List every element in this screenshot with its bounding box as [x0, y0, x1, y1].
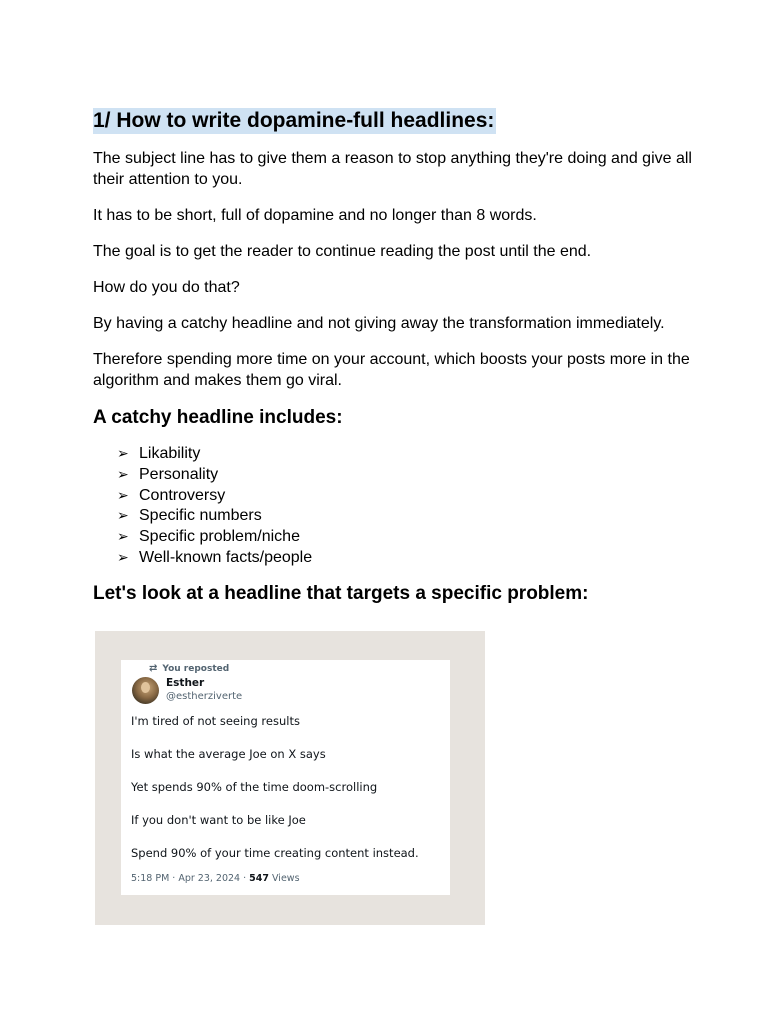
repost-indicator — [149, 663, 229, 674]
arrow-bullet-icon: ➢ — [117, 549, 129, 566]
tweet-meta — [131, 873, 300, 884]
list-item-label: Specific problem/niche — [139, 528, 300, 546]
example-heading: Let's look at a headline that targets a specific problem: — [93, 582, 589, 604]
list-item — [117, 465, 693, 486]
repost-icon: ⇄ — [149, 663, 158, 674]
list-item-label: Well-known facts/people — [139, 548, 313, 566]
list-item — [117, 527, 693, 548]
list-item-label: Specific numbers — [139, 507, 262, 525]
tweet-text-line: Is what the average Joe on X says — [131, 747, 326, 761]
list-item — [117, 444, 693, 465]
paragraph: The goal is to get the reader to continue reading the post until the end. — [93, 243, 592, 260]
author-handle: @estherziverte — [166, 691, 243, 702]
document-body — [93, 108, 693, 610]
paragraph: By having a catchy headline and not giving away the transformation immediately. — [93, 315, 665, 332]
arrow-bullet-icon: ➢ — [117, 487, 129, 504]
section-heading: 1/ How to write dopamine-full headlines: — [93, 109, 495, 132]
tweet-text-line: Spend 90% of your time creating content instead. — [131, 846, 419, 860]
avatar — [132, 677, 159, 704]
list-item-label: Controversy — [139, 486, 226, 504]
tweet-text-line: If you don't want to be like Joe — [131, 813, 306, 827]
paragraph: Therefore spending more time on your account, which boosts your posts more in the algorithm and makes them go viral. — [93, 351, 690, 389]
list-item-label: Likability — [139, 445, 201, 462]
author-name: Esther — [166, 677, 205, 689]
list-item — [117, 506, 693, 527]
paragraph: How do you do that? — [93, 279, 240, 296]
views-count: 547 — [249, 873, 269, 884]
list-item — [117, 486, 693, 507]
tweet-screenshot — [95, 631, 485, 925]
list-item — [117, 548, 693, 569]
subheading: A catchy headline includes: — [93, 407, 343, 428]
views-label: Views — [269, 873, 300, 884]
list-item-label: Personality — [139, 465, 219, 483]
tweet-card — [121, 660, 450, 895]
tweet-timestamp: 5:18 PM · Apr 23, 2024 · — [131, 873, 250, 884]
tweet-text-line: I'm tired of not seeing results — [131, 714, 300, 728]
repost-label: You reposted — [162, 663, 230, 674]
arrow-bullet-icon: ➢ — [117, 508, 129, 525]
arrow-bullet-icon: ➢ — [117, 446, 129, 462]
paragraph: It has to be short, full of dopamine and no longer than 8 words. — [93, 207, 537, 224]
paragraph: The subject line has to give them a reason to stop anything they're doing and give all their attention to you. — [93, 150, 692, 188]
tweet-text-line: Yet spends 90% of the time doom-scrolling — [131, 780, 378, 794]
bullet-list — [117, 444, 693, 569]
arrow-bullet-icon: ➢ — [117, 529, 129, 546]
arrow-bullet-icon: ➢ — [117, 466, 129, 483]
